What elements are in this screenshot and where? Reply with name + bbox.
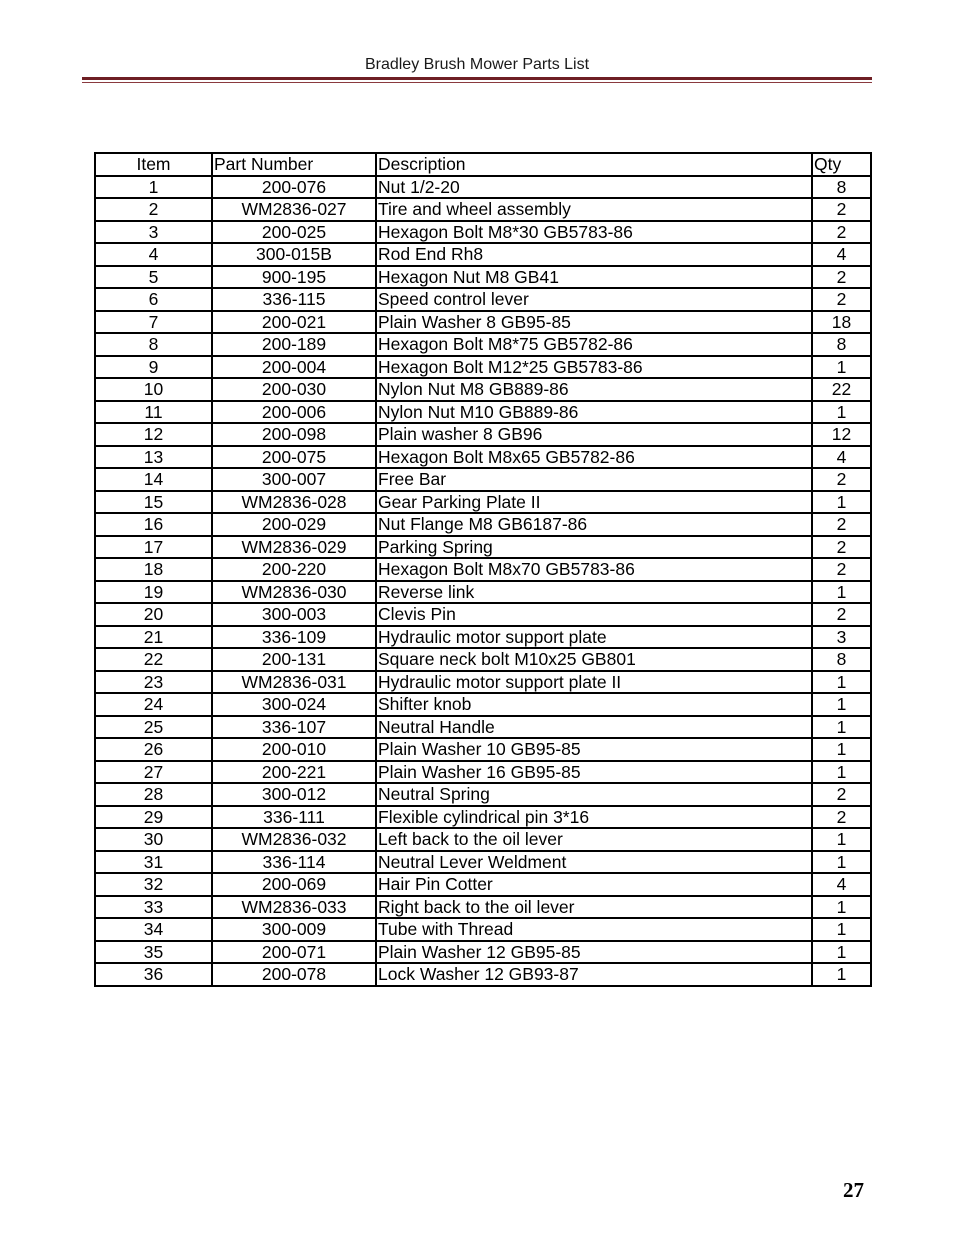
cell-item: 16 bbox=[95, 513, 212, 536]
cell-part-number: 336-107 bbox=[212, 716, 376, 739]
cell-item: 8 bbox=[95, 333, 212, 356]
parts-table-body bbox=[95, 176, 871, 986]
cell-part-number: WM2836-029 bbox=[212, 536, 376, 559]
cell-item: 13 bbox=[95, 446, 212, 469]
table-row bbox=[95, 198, 871, 221]
cell-part-number: 200-025 bbox=[212, 221, 376, 244]
cell-qty: 2 bbox=[812, 221, 871, 244]
cell-description: Free Bar bbox=[376, 468, 812, 491]
cell-part-number: 336-114 bbox=[212, 851, 376, 874]
cell-part-number: 300-015B bbox=[212, 243, 376, 266]
table-row bbox=[95, 311, 871, 334]
cell-item: 15 bbox=[95, 491, 212, 514]
cell-qty: 18 bbox=[812, 311, 871, 334]
cell-part-number: 200-189 bbox=[212, 333, 376, 356]
cell-qty: 2 bbox=[812, 513, 871, 536]
table-row bbox=[95, 851, 871, 874]
cell-qty: 2 bbox=[812, 536, 871, 559]
cell-part-number: 200-071 bbox=[212, 941, 376, 964]
table-row bbox=[95, 581, 871, 604]
cell-qty: 2 bbox=[812, 288, 871, 311]
cell-description: Neutral Lever Weldment bbox=[376, 851, 812, 874]
cell-item: 27 bbox=[95, 761, 212, 784]
table-row bbox=[95, 401, 871, 424]
cell-description: Lock Washer 12 GB93-87 bbox=[376, 963, 812, 986]
table-row bbox=[95, 266, 871, 289]
cell-item: 3 bbox=[95, 221, 212, 244]
cell-qty: 2 bbox=[812, 603, 871, 626]
parts-table bbox=[94, 152, 872, 987]
table-row bbox=[95, 491, 871, 514]
cell-description: Plain Washer 10 GB95-85 bbox=[376, 738, 812, 761]
cell-part-number: 200-098 bbox=[212, 423, 376, 446]
cell-qty: 4 bbox=[812, 873, 871, 896]
cell-part-number: WM2836-030 bbox=[212, 581, 376, 604]
cell-part-number: 300-003 bbox=[212, 603, 376, 626]
cell-description: Square neck bolt M10x25 GB801 bbox=[376, 648, 812, 671]
cell-description: Hair Pin Cotter bbox=[376, 873, 812, 896]
cell-description: Clevis Pin bbox=[376, 603, 812, 626]
cell-qty: 1 bbox=[812, 941, 871, 964]
cell-part-number: WM2836-028 bbox=[212, 491, 376, 514]
cell-description: Plain washer 8 GB96 bbox=[376, 423, 812, 446]
cell-item: 10 bbox=[95, 378, 212, 401]
page-header-title: Bradley Brush Mower Parts List bbox=[364, 56, 590, 73]
cell-part-number: 200-004 bbox=[212, 356, 376, 379]
table-row bbox=[95, 783, 871, 806]
cell-part-number: WM2836-033 bbox=[212, 896, 376, 919]
cell-description: Reverse link bbox=[376, 581, 812, 604]
cell-item: 2 bbox=[95, 198, 212, 221]
cell-item: 32 bbox=[95, 873, 212, 896]
cell-item: 7 bbox=[95, 311, 212, 334]
table-row bbox=[95, 761, 871, 784]
cell-item: 5 bbox=[95, 266, 212, 289]
table-row bbox=[95, 446, 871, 469]
cell-part-number: 336-111 bbox=[212, 806, 376, 829]
cell-part-number: 200-220 bbox=[212, 558, 376, 581]
cell-qty: 1 bbox=[812, 716, 871, 739]
cell-qty: 2 bbox=[812, 266, 871, 289]
cell-part-number: 300-024 bbox=[212, 693, 376, 716]
cell-description: Hexagon Bolt M8*75 GB5782-86 bbox=[376, 333, 812, 356]
cell-item: 22 bbox=[95, 648, 212, 671]
cell-description: Plain Washer 12 GB95-85 bbox=[376, 941, 812, 964]
table-row bbox=[95, 378, 871, 401]
table-row bbox=[95, 738, 871, 761]
cell-qty: 8 bbox=[812, 176, 871, 199]
cell-part-number: WM2836-027 bbox=[212, 198, 376, 221]
cell-item: 4 bbox=[95, 243, 212, 266]
cell-item: 28 bbox=[95, 783, 212, 806]
cell-part-number: 300-009 bbox=[212, 918, 376, 941]
cell-item: 12 bbox=[95, 423, 212, 446]
cell-qty: 2 bbox=[812, 806, 871, 829]
cell-item: 18 bbox=[95, 558, 212, 581]
cell-item: 11 bbox=[95, 401, 212, 424]
cell-item: 23 bbox=[95, 671, 212, 694]
cell-item: 34 bbox=[95, 918, 212, 941]
table-row bbox=[95, 716, 871, 739]
cell-description: Nylon Nut M10 GB889-86 bbox=[376, 401, 812, 424]
cell-part-number: 200-010 bbox=[212, 738, 376, 761]
cell-description: Neutral Spring bbox=[376, 783, 812, 806]
cell-qty: 2 bbox=[812, 783, 871, 806]
table-row bbox=[95, 558, 871, 581]
table-row bbox=[95, 221, 871, 244]
table-header-row bbox=[95, 153, 871, 176]
cell-qty: 1 bbox=[812, 671, 871, 694]
cell-part-number: 300-012 bbox=[212, 783, 376, 806]
cell-part-number: 200-078 bbox=[212, 963, 376, 986]
table-row bbox=[95, 918, 871, 941]
cell-qty: 2 bbox=[812, 558, 871, 581]
page-number: 27 bbox=[843, 1178, 864, 1202]
table-row bbox=[95, 806, 871, 829]
cell-qty: 1 bbox=[812, 761, 871, 784]
table-row bbox=[95, 513, 871, 536]
table-row bbox=[95, 243, 871, 266]
table-row bbox=[95, 176, 871, 199]
cell-part-number: WM2836-031 bbox=[212, 671, 376, 694]
cell-qty: 1 bbox=[812, 356, 871, 379]
cell-description: Rod End Rh8 bbox=[376, 243, 812, 266]
cell-part-number: 200-131 bbox=[212, 648, 376, 671]
cell-part-number: 200-006 bbox=[212, 401, 376, 424]
table-row bbox=[95, 423, 871, 446]
cell-description: Flexible cylindrical pin 3*16 bbox=[376, 806, 812, 829]
cell-part-number: 336-115 bbox=[212, 288, 376, 311]
cell-part-number: 200-075 bbox=[212, 446, 376, 469]
table-row bbox=[95, 648, 871, 671]
cell-description: Parking Spring bbox=[376, 536, 812, 559]
cell-description: Hydraulic motor support plate bbox=[376, 626, 812, 649]
cell-qty: 3 bbox=[812, 626, 871, 649]
cell-item: 1 bbox=[95, 176, 212, 199]
cell-qty: 12 bbox=[812, 423, 871, 446]
cell-item: 36 bbox=[95, 963, 212, 986]
table-row bbox=[95, 963, 871, 986]
table-row bbox=[95, 288, 871, 311]
table-row bbox=[95, 603, 871, 626]
cell-qty: 4 bbox=[812, 446, 871, 469]
table-row bbox=[95, 941, 871, 964]
cell-item: 30 bbox=[95, 828, 212, 851]
table-row bbox=[95, 693, 871, 716]
cell-part-number: 336-109 bbox=[212, 626, 376, 649]
cell-description: Nut Flange M8 GB6187-86 bbox=[376, 513, 812, 536]
cell-qty: 1 bbox=[812, 693, 871, 716]
cell-qty: 2 bbox=[812, 198, 871, 221]
cell-item: 26 bbox=[95, 738, 212, 761]
cell-part-number: 300-007 bbox=[212, 468, 376, 491]
cell-description: Shifter knob bbox=[376, 693, 812, 716]
table-row bbox=[95, 671, 871, 694]
cell-qty: 1 bbox=[812, 828, 871, 851]
cell-qty: 8 bbox=[812, 648, 871, 671]
cell-description: Left back to the oil lever bbox=[376, 828, 812, 851]
cell-item: 24 bbox=[95, 693, 212, 716]
cell-qty: 1 bbox=[812, 851, 871, 874]
cell-description: Nylon Nut M8 GB889-86 bbox=[376, 378, 812, 401]
cell-part-number: 200-076 bbox=[212, 176, 376, 199]
cell-qty: 1 bbox=[812, 491, 871, 514]
cell-description: Hydraulic motor support plate II bbox=[376, 671, 812, 694]
cell-qty: 1 bbox=[812, 963, 871, 986]
cell-qty: 1 bbox=[812, 918, 871, 941]
cell-item: 31 bbox=[95, 851, 212, 874]
cell-qty: 1 bbox=[812, 581, 871, 604]
cell-qty: 2 bbox=[812, 468, 871, 491]
cell-description: Tire and wheel assembly bbox=[376, 198, 812, 221]
cell-description: Plain Washer 16 GB95-85 bbox=[376, 761, 812, 784]
column-header-qty: Qty bbox=[812, 153, 871, 176]
table-row bbox=[95, 828, 871, 851]
table-row bbox=[95, 896, 871, 919]
cell-item: 17 bbox=[95, 536, 212, 559]
cell-part-number: 200-069 bbox=[212, 873, 376, 896]
table-row bbox=[95, 873, 871, 896]
cell-item: 21 bbox=[95, 626, 212, 649]
table-row bbox=[95, 626, 871, 649]
cell-qty: 1 bbox=[812, 738, 871, 761]
column-header-part-number: Part Number bbox=[212, 153, 376, 176]
cell-description: Neutral Handle bbox=[376, 716, 812, 739]
cell-item: 25 bbox=[95, 716, 212, 739]
cell-part-number: WM2836-032 bbox=[212, 828, 376, 851]
cell-qty: 8 bbox=[812, 333, 871, 356]
cell-part-number: 900-195 bbox=[212, 266, 376, 289]
cell-item: 9 bbox=[95, 356, 212, 379]
cell-description: Hexagon Bolt M8*30 GB5783-86 bbox=[376, 221, 812, 244]
cell-item: 33 bbox=[95, 896, 212, 919]
cell-description: Nut 1/2-20 bbox=[376, 176, 812, 199]
column-header-item: Item bbox=[95, 153, 212, 176]
cell-item: 14 bbox=[95, 468, 212, 491]
table-row bbox=[95, 356, 871, 379]
cell-description: Hexagon Nut M8 GB41 bbox=[376, 266, 812, 289]
cell-item: 29 bbox=[95, 806, 212, 829]
table-row bbox=[95, 536, 871, 559]
cell-item: 19 bbox=[95, 581, 212, 604]
cell-description: Hexagon Bolt M12*25 GB5783-86 bbox=[376, 356, 812, 379]
cell-description: Tube with Thread bbox=[376, 918, 812, 941]
header-rule-thin bbox=[82, 82, 872, 83]
cell-qty: 4 bbox=[812, 243, 871, 266]
cell-description: Speed control lever bbox=[376, 288, 812, 311]
cell-part-number: 200-030 bbox=[212, 378, 376, 401]
cell-item: 35 bbox=[95, 941, 212, 964]
cell-item: 20 bbox=[95, 603, 212, 626]
cell-description: Hexagon Bolt M8x65 GB5782-86 bbox=[376, 446, 812, 469]
table-row bbox=[95, 333, 871, 356]
cell-description: Gear Parking Plate II bbox=[376, 491, 812, 514]
cell-description: Hexagon Bolt M8x70 GB5783-86 bbox=[376, 558, 812, 581]
cell-qty: 1 bbox=[812, 896, 871, 919]
cell-description: Right back to the oil lever bbox=[376, 896, 812, 919]
cell-qty: 22 bbox=[812, 378, 871, 401]
cell-part-number: 200-021 bbox=[212, 311, 376, 334]
cell-qty: 1 bbox=[812, 401, 871, 424]
column-header-description: Description bbox=[376, 153, 812, 176]
cell-item: 6 bbox=[95, 288, 212, 311]
cell-part-number: 200-029 bbox=[212, 513, 376, 536]
cell-description: Plain Washer 8 GB95-85 bbox=[376, 311, 812, 334]
cell-part-number: 200-221 bbox=[212, 761, 376, 784]
table-row bbox=[95, 468, 871, 491]
header-rule-thick bbox=[82, 77, 872, 80]
